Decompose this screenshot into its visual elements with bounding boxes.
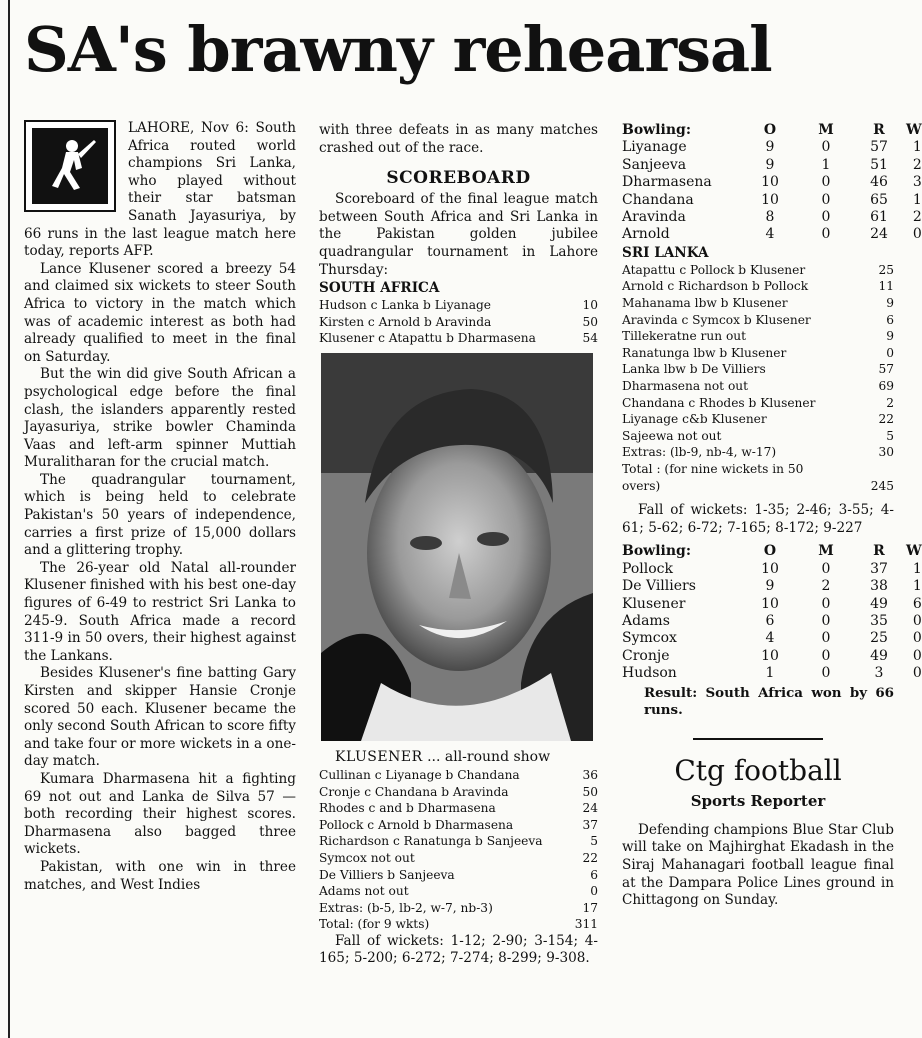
bowling-cell-name: Sanjeeva <box>622 156 687 173</box>
batsman-entry: Rhodes c and b Dharmasena <box>319 801 496 816</box>
batsman-runs: 30 <box>878 445 894 460</box>
story-column-1 <box>24 120 296 894</box>
batting-row <box>319 767 598 784</box>
batsman-entry: Richardson c Ranatunga b Sanjeeva <box>319 834 543 849</box>
bowling-cell-name: Aravinda <box>622 209 686 226</box>
bowling-cell-m: 0 <box>821 191 831 208</box>
bowling-cell-r: 37 <box>870 560 888 577</box>
story-column-2 <box>319 122 598 968</box>
batting-row <box>319 297 598 314</box>
bowling-header-label: Bowling: <box>622 543 691 560</box>
batsman-entry: Pollock c Arnold b Dharmasena <box>319 817 514 832</box>
bowling-cell-m: 0 <box>821 595 831 612</box>
batsman-entry: Hudson c Lanka b Liyanage <box>319 298 491 313</box>
bowling-header-w: W <box>906 543 922 560</box>
batsman-runs: 37 <box>582 817 598 832</box>
batsman-entry: Arnold c Richardson b Pollock <box>622 279 809 294</box>
cricket-batsman-icon <box>24 120 116 212</box>
sl-bowling-table <box>622 122 922 244</box>
bowling-cell-name: Liyanage <box>622 139 687 156</box>
bowling-cell-name: Arnold <box>622 226 670 243</box>
story-paragraph: Kumara Dharmasena hit a fighting 69 not out and Lanka de Silva 57 — both recording their highest scores. Dharmasena also bagged three wickets. <box>24 770 296 858</box>
batting-row <box>319 330 598 347</box>
bowling-cell-name: Symcox <box>622 630 677 647</box>
sa-batting-rest <box>319 767 598 933</box>
batsman-entry: Atapattu c Pollock b Klusener <box>622 262 806 277</box>
match-result: Result: South Africa won by 66 runs. <box>644 684 894 719</box>
bowling-cell-o: 8 <box>765 209 775 226</box>
batsman-entry: Sajeewa not out <box>622 428 722 443</box>
bowling-cell-m: 0 <box>821 226 831 243</box>
batting-row <box>622 378 894 395</box>
batsman-entry: Liyanage c&b Klusener <box>622 412 767 427</box>
bowling-cell-o: 10 <box>761 191 779 208</box>
klusener-photo <box>321 353 593 741</box>
bowling-cell-o: 9 <box>765 156 775 173</box>
bowling-cell-o: 10 <box>761 174 779 191</box>
bowling-cell-w: 3 <box>912 174 922 191</box>
bowling-cell-m: 0 <box>821 174 831 191</box>
bowling-cell-w: 0 <box>912 630 922 647</box>
bowling-cell-m: 0 <box>821 139 831 156</box>
bowling-header-m: M <box>818 122 834 138</box>
batting-row <box>622 395 894 412</box>
bowling-cell-o: 9 <box>765 578 775 595</box>
batsman-entry: De Villiers b Sanjeeva <box>319 867 455 882</box>
batsman-runs: 24 <box>582 801 598 816</box>
bowling-cell-r: 3 <box>874 665 884 682</box>
bowling-cell-m: 0 <box>821 647 831 664</box>
bowling-header-r: R <box>873 543 885 560</box>
batsman-runs: 36 <box>582 767 598 782</box>
batsman-entry: Klusener c Atapattu b Dharmasena <box>319 331 536 346</box>
football-byline: Sports Reporter <box>690 791 826 810</box>
batsman-runs: 22 <box>582 850 598 865</box>
section-divider <box>693 738 823 740</box>
batting-row <box>319 800 598 817</box>
batsman-entry: Tillekeratne run out <box>622 329 747 344</box>
batsman-runs: 0 <box>590 884 598 899</box>
headline: SA's brawny rehearsal <box>24 13 772 86</box>
batsman-entry: Adams not out <box>319 884 409 899</box>
batsman-entry: Dharmasena not out <box>622 379 749 393</box>
bowling-cell-name: Hudson <box>622 665 677 682</box>
batting-row <box>319 817 598 834</box>
batting-row <box>622 295 894 312</box>
bowling-cell-r: 49 <box>870 595 888 612</box>
batsman-entry: Cronje c Chandana b Aravinda <box>319 784 509 799</box>
bowling-cell-w: 6 <box>912 595 922 612</box>
batting-row <box>622 278 894 295</box>
batting-row <box>622 444 894 461</box>
sl-batting <box>622 262 894 461</box>
photo-caption <box>319 747 598 767</box>
bowling-cell-m: 0 <box>821 560 831 577</box>
story-paragraph: with three defeats in as many matches crashed out of the race. <box>319 122 598 156</box>
batting-row <box>319 850 598 867</box>
story-paragraph: Besides Klusener's fine batting Gary Kirsten and skipper Hansie Cronje scored 50 each. Klusener became the only second South African to score fifty and take four or more wickets in a one-day match. <box>24 665 296 770</box>
scoreboard-column-3 <box>622 122 922 910</box>
bowling-header-label: Bowling: <box>622 122 691 138</box>
story-paragraph: The 26-year old Natal all-rounder Klusener finished with his best one-day figures of 6-49 to restrict Sri Lanka to 245-9. South Africa made a record 311-9 in 50 overs, their highest against the Lankans. <box>24 559 296 664</box>
story-paragraph: LAHORE, Nov 6: South Africa routed world champions Sri Lanka, who played without their star batsman Sanath Jayasuriya, by 66 runs in the last league match here today, reports AFP. <box>24 120 296 260</box>
bowling-cell-r: 38 <box>870 578 888 595</box>
bowling-cell-r: 46 <box>870 174 888 191</box>
bowling-cell-r: 35 <box>870 612 888 629</box>
batting-row <box>319 314 598 331</box>
batting-row <box>622 345 894 362</box>
batsman-runs: 5 <box>886 428 894 443</box>
bowling-cell-w: 0 <box>912 665 922 682</box>
bowling-cell-m: 2 <box>821 578 831 595</box>
sa-batting-top <box>319 297 598 347</box>
bowling-cell-o: 1 <box>765 665 775 682</box>
batsman-runs: 2 <box>886 395 894 410</box>
batsman-runs: 9 <box>886 329 894 344</box>
bowling-cell-r: 51 <box>870 156 888 173</box>
sl-total-runs: 245 <box>870 478 894 493</box>
batting-row <box>622 262 894 279</box>
batsman-runs: 311 <box>574 917 598 932</box>
sl-batting-title: SRI LANKA <box>622 244 709 261</box>
story-paragraph: The quadrangular tournament, which is being held to celebrate Pakistan's 50 years of independence, carries a first prize of 15,000 dollars and a glittering trophy. <box>24 471 296 559</box>
bowling-header-o: O <box>763 122 777 138</box>
sa-bowling-table <box>622 543 922 682</box>
bowling-cell-w: 2 <box>912 156 922 173</box>
batsman-runs: 11 <box>878 279 894 294</box>
bowling-cell-w: 0 <box>912 612 922 629</box>
football-body: Defending champions Blue Star Club will take on Majhirghat Ekadash in the Siraj Mahanagari football league final at the Dampara Police Lines ground in Chittagong on Sunday. <box>622 821 894 909</box>
bowling-cell-o: 4 <box>765 226 775 243</box>
batsman-entry: Mahanama lbw b Klusener <box>622 296 788 311</box>
bowling-cell-m: 0 <box>821 612 831 629</box>
batsman-entry: Aravinda c Symcox b Klusener <box>622 312 811 327</box>
bowling-cell-o: 10 <box>761 560 779 577</box>
batsman-runs: 57 <box>878 362 894 377</box>
batting-row <box>319 867 598 884</box>
batsman-runs: 54 <box>582 331 598 346</box>
bowling-cell-r: 49 <box>870 647 888 664</box>
bowling-cell-m: 0 <box>821 665 831 682</box>
bowling-header-r: R <box>873 122 885 138</box>
bowling-cell-w: 1 <box>912 191 922 208</box>
bowling-cell-name: Pollock <box>622 560 673 577</box>
bowling-cell-name: Klusener <box>622 595 686 612</box>
bowling-cell-r: 61 <box>870 209 888 226</box>
bowling-cell-o: 10 <box>761 647 779 664</box>
bowling-cell-w: 0 <box>912 226 922 243</box>
bowling-cell-name: Adams <box>622 612 670 629</box>
batsman-entry: Chandana c Rhodes b Klusener <box>622 395 816 410</box>
sa-fall-of-wickets: Fall of wickets: 1-12; 2-90; 3-154; 4-165; 5-200; 6-272; 7-274; 8-299; 9-308. <box>319 932 598 967</box>
football-headline: Ctg football <box>674 753 842 787</box>
batting-row <box>622 411 894 428</box>
bowling-cell-m: 0 <box>821 630 831 647</box>
sl-total-row <box>622 461 894 494</box>
batting-row <box>622 428 894 445</box>
bowling-cell-w: 1 <box>912 139 922 156</box>
batsman-entry: Extras: (b-5, lb-2, w-7, nb-3) <box>319 900 493 915</box>
batsman-runs: 6 <box>886 312 894 327</box>
batsman-runs: 0 <box>886 345 894 360</box>
bowling-cell-name: De Villiers <box>622 578 696 595</box>
batsman-entry: Extras: (lb-9, nb-4, w-17) <box>622 445 777 460</box>
caption-name: KLUSENER <box>335 748 423 765</box>
bowling-header-w: W <box>906 122 922 138</box>
batting-row <box>622 361 894 378</box>
bowling-cell-r: 65 <box>870 191 888 208</box>
bowling-cell-w: 0 <box>912 647 922 664</box>
batting-row <box>319 784 598 801</box>
caption-text: ... all-round show <box>427 748 551 765</box>
batsman-entry: Symcox not out <box>319 850 415 865</box>
batting-row <box>319 916 598 933</box>
bowling-cell-o: 10 <box>761 595 779 612</box>
sa-batting-title: SOUTH AFRICA <box>319 280 440 297</box>
bowling-cell-m: 0 <box>821 209 831 226</box>
bowling-cell-name: Chandana <box>622 191 694 208</box>
batsman-entry: Cullinan c Liyanage b Chandana <box>319 767 520 782</box>
bowling-cell-o: 9 <box>765 139 775 156</box>
batsman-entry: Ranatunga lbw b Klusener <box>622 345 787 360</box>
batting-row <box>622 312 894 329</box>
story-paragraph: But the win did give South African a psychological edge before the final clash, the islanders apparently rested Jayasuriya, strike bowler Chaminda Vaas and left-arm spinner Muttiah Muralitharan for the crucial match. <box>24 366 296 471</box>
bowling-cell-o: 6 <box>765 612 775 629</box>
batsman-runs: 50 <box>582 314 598 329</box>
bowling-header-m: M <box>818 543 834 560</box>
bowling-cell-w: 1 <box>912 578 922 595</box>
batsman-runs: 17 <box>582 900 598 915</box>
batting-row <box>319 883 598 900</box>
bowling-cell-m: 1 <box>821 156 831 173</box>
batsman-entry: Lanka lbw b De Villiers <box>622 362 766 377</box>
bowling-cell-name: Dharmasena <box>622 174 712 191</box>
bowling-header-o: O <box>763 543 777 560</box>
batting-row <box>319 833 598 850</box>
left-column-rule <box>8 0 10 1038</box>
bowling-cell-name: Cronje <box>622 647 670 664</box>
batting-row <box>319 900 598 917</box>
bowling-cell-r: 25 <box>870 630 888 647</box>
sl-total-label: Total : (for nine wickets in 50 overs) <box>622 461 804 493</box>
batsman-runs: 6 <box>590 867 598 882</box>
story-paragraph: Pakistan, with one win in three matches, and West Indies <box>24 858 296 893</box>
bowling-cell-o: 4 <box>765 630 775 647</box>
batsman-entry: Kirsten c Arnold b Aravinda <box>319 314 492 329</box>
batsman-runs: 25 <box>878 262 894 277</box>
scoreboard-heading: SCOREBOARD <box>386 168 531 189</box>
batting-row <box>622 328 894 345</box>
sl-fall-of-wickets: Fall of wickets: 1-35; 2-46; 3-55; 4-61; 5-62; 6-72; 7-165; 8-172; 9-227 <box>622 502 894 536</box>
scoreboard-intro: Scoreboard of the final league match between South Africa and Sri Lanka in the Pakistan golden jubilee quadrangular tournament in Lahore Thursday: <box>319 191 598 278</box>
batsman-entry: Total: (for 9 wkts) <box>319 917 430 932</box>
batsman-runs: 9 <box>886 296 894 311</box>
batsman-runs: 69 <box>878 379 894 393</box>
bowling-cell-w: 2 <box>912 209 922 226</box>
batsman-runs: 5 <box>590 834 598 849</box>
batsman-runs: 22 <box>878 412 894 427</box>
batsman-runs: 10 <box>582 298 598 313</box>
bowling-cell-r: 57 <box>870 139 888 156</box>
bowling-cell-r: 24 <box>870 226 888 243</box>
batsman-runs: 50 <box>582 784 598 799</box>
story-paragraph: Lance Klusener scored a breezy 54 and claimed six wickets to steer South Africa to victory in the match which was of academic interest as both had already qualified to meet in the final on Saturday. <box>24 260 296 365</box>
bowling-cell-w: 1 <box>912 560 922 577</box>
